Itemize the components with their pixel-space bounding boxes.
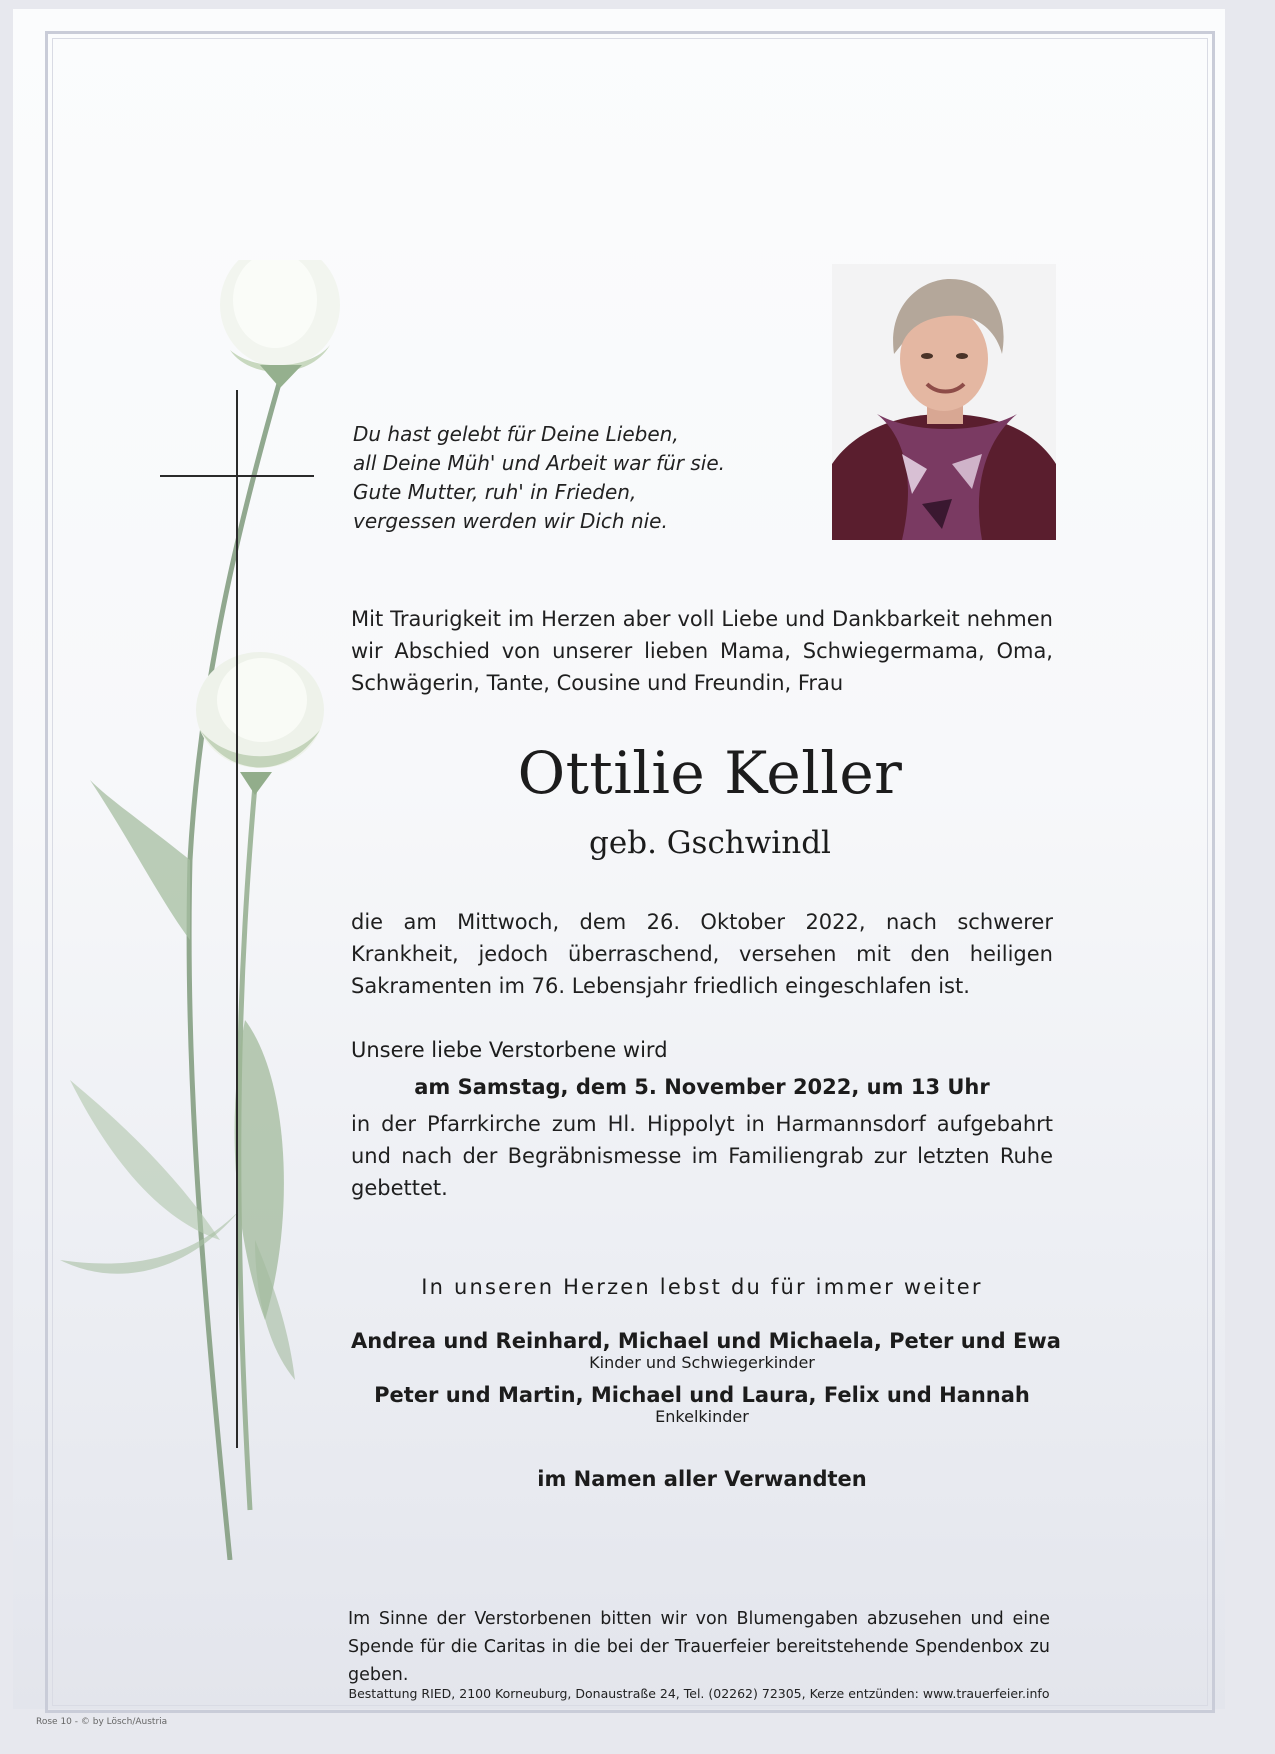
funeral-home-footer: Bestattung RIED, 2100 Korneuburg, Donaustraße 24, Tel. (02262) 72305, Kerze entzünden: www.trauerfeier.info (348, 1686, 1050, 1701)
poem-line: Gute Mutter, ruh' in Frieden, (353, 480, 637, 504)
mourner-group-children (351, 1328, 1061, 1372)
funeral-intro: Unsere liebe Verstorbene wird (351, 1038, 668, 1062)
memorial-poem (353, 420, 783, 536)
mourner-group-grandchildren (351, 1382, 1053, 1426)
relatives-line: im Namen aller Verwandten (537, 1467, 867, 1491)
mourner-relation: Enkelkinder (655, 1407, 749, 1426)
poem-line: all Deine Müh' und Arbeit war für sie. (353, 451, 725, 475)
intro-paragraph: Mit Traurigkeit im Herzen aber voll Liebe und Dankbarkeit nehmen wir Abschied von unserer lieben Mama, Schwiegermama, Oma, Schwägerin, Tante, Cousine und Freundin, Frau (351, 607, 1053, 695)
funeral-details: in der Pfarrkirche zum Hl. Hippolyt in Harmannsdorf aufgebahrt und nach der Begräbnismesse im Familiengrab zur letzten Ruhe gebettet. (351, 1112, 1053, 1200)
donation-note: Im Sinne der Verstorbenen bitten wir von Blumengaben abzusehen und eine Spende für die Caritas in die bei der Trauerfeier bereitstehende Spendenbox zu geben. (348, 1609, 1050, 1685)
mourner-relation: Kinder und Schwiegerkinder (589, 1353, 815, 1372)
poem-line: vergessen werden wir Dich nie. (353, 509, 668, 533)
maiden-name: geb. Gschwindl (589, 825, 831, 861)
mourner-names: Peter und Martin, Michael und Laura, Felix und Hannah (374, 1383, 1030, 1407)
deceased-name: Ottilie Keller (517, 739, 903, 807)
mourner-names: Andrea und Reinhard, Michael und Michaela, Peter und Ewa (351, 1329, 1061, 1353)
white-roses-illustration (40, 260, 400, 1560)
copyright-note: Rose 10 - © by Lösch/Austria (36, 1717, 168, 1727)
poem-line: Du hast gelebt für Deine Lieben, (353, 422, 679, 446)
portrait-photo (832, 264, 1056, 540)
death-notice: die am Mittwoch, dem 26. Oktober 2022, nach schwerer Krankheit, jedoch überraschend, versehen mit den heiligen Sakramenten im 76. Lebensjahr friedlich eingeschlafen ist. (351, 910, 1053, 998)
cross-horizontal (160, 475, 314, 477)
funeral-date: am Samstag, dem 5. November 2022, um 13 Uhr (414, 1075, 990, 1099)
cross-vertical (236, 390, 238, 1448)
closing-line: In unseren Herzen lebst du für immer weiter (421, 1275, 983, 1299)
